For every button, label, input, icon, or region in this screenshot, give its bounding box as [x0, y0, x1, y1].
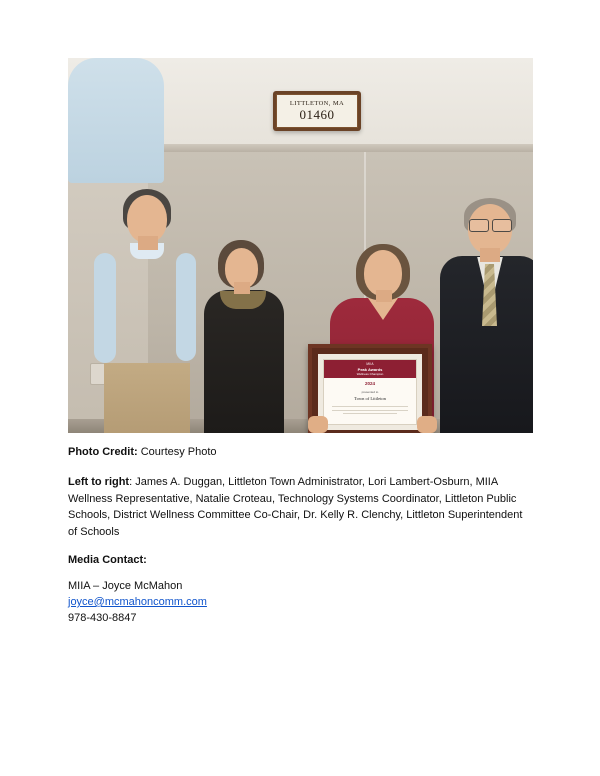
person-3-hand-right: [417, 416, 437, 433]
certificate-presented-to: presented to: [361, 390, 379, 394]
person-1-arm-left: [94, 253, 116, 363]
person-4-eyeglass-left: [469, 219, 489, 232]
person-1-shirt: [68, 58, 164, 183]
certificate-body-line: [332, 406, 408, 407]
certificate-header-main: Peak Awards: [357, 366, 383, 372]
town-sign-line-1: LITTLETON, MA: [289, 99, 345, 107]
photo-credit: [68, 444, 534, 460]
photo-credit-label: Photo Credit:: [68, 446, 138, 458]
media-contact-phone: 978-430-8847: [68, 612, 137, 624]
person-1-trousers: [104, 363, 190, 433]
town-sign-inner: [276, 94, 358, 128]
media-contact-details: [68, 578, 534, 626]
person-1-neck: [138, 236, 158, 250]
person-3-neck: [376, 290, 392, 302]
person-3-hand-left: [308, 416, 328, 433]
certificate-mat: [318, 354, 422, 430]
photo-credit-value: Courtesy Photo: [140, 446, 217, 458]
photo-scene: [68, 58, 533, 433]
certificate-header-sub: Wellness Champion: [356, 371, 384, 376]
person-4-neck: [480, 248, 500, 262]
press-photo: [68, 58, 533, 433]
media-contact-heading: Media Contact:: [68, 554, 147, 566]
person-4-eyeglass-right: [492, 219, 512, 232]
media-contact-organization: MIIA – Joyce McMahon: [68, 580, 183, 592]
person-james-duggan: [68, 58, 164, 183]
certificate-body-line: [343, 413, 396, 414]
certificate-body-lines: [332, 406, 408, 417]
certificate-document: [323, 359, 417, 425]
certificate-header-small: MIIA: [366, 362, 374, 366]
person-2-top: [204, 290, 284, 433]
town-sign: [273, 91, 361, 131]
person-1-arm-right: [176, 253, 196, 361]
person-2-neck: [234, 282, 250, 294]
left-to-right-caption: [68, 474, 534, 540]
left-to-right-label: Left to right: [68, 476, 130, 488]
certificate-year: 2024: [364, 381, 375, 386]
town-sign-line-2: 01460: [299, 106, 335, 122]
left-to-right-separator: :: [129, 476, 133, 488]
media-contact-email-link[interactable]: joyce@mcmahoncomm.com: [68, 596, 207, 608]
left-to-right-names: James A. Duggan, Littleton Town Administrator, Lori Lambert-Osburn, MIIA Wellness Representative, Natalie Croteau, Technology Systems Coordinator, Littleton Public Schools, District Wellness Committee Co-Chair, Dr. Kelly R. Clenchy, Littleton Superintendent of Schools: [68, 476, 523, 538]
caption-block: [68, 444, 534, 626]
certificate-body-line: [332, 410, 408, 411]
certificate-recipient: Town of Littleton: [354, 396, 386, 401]
